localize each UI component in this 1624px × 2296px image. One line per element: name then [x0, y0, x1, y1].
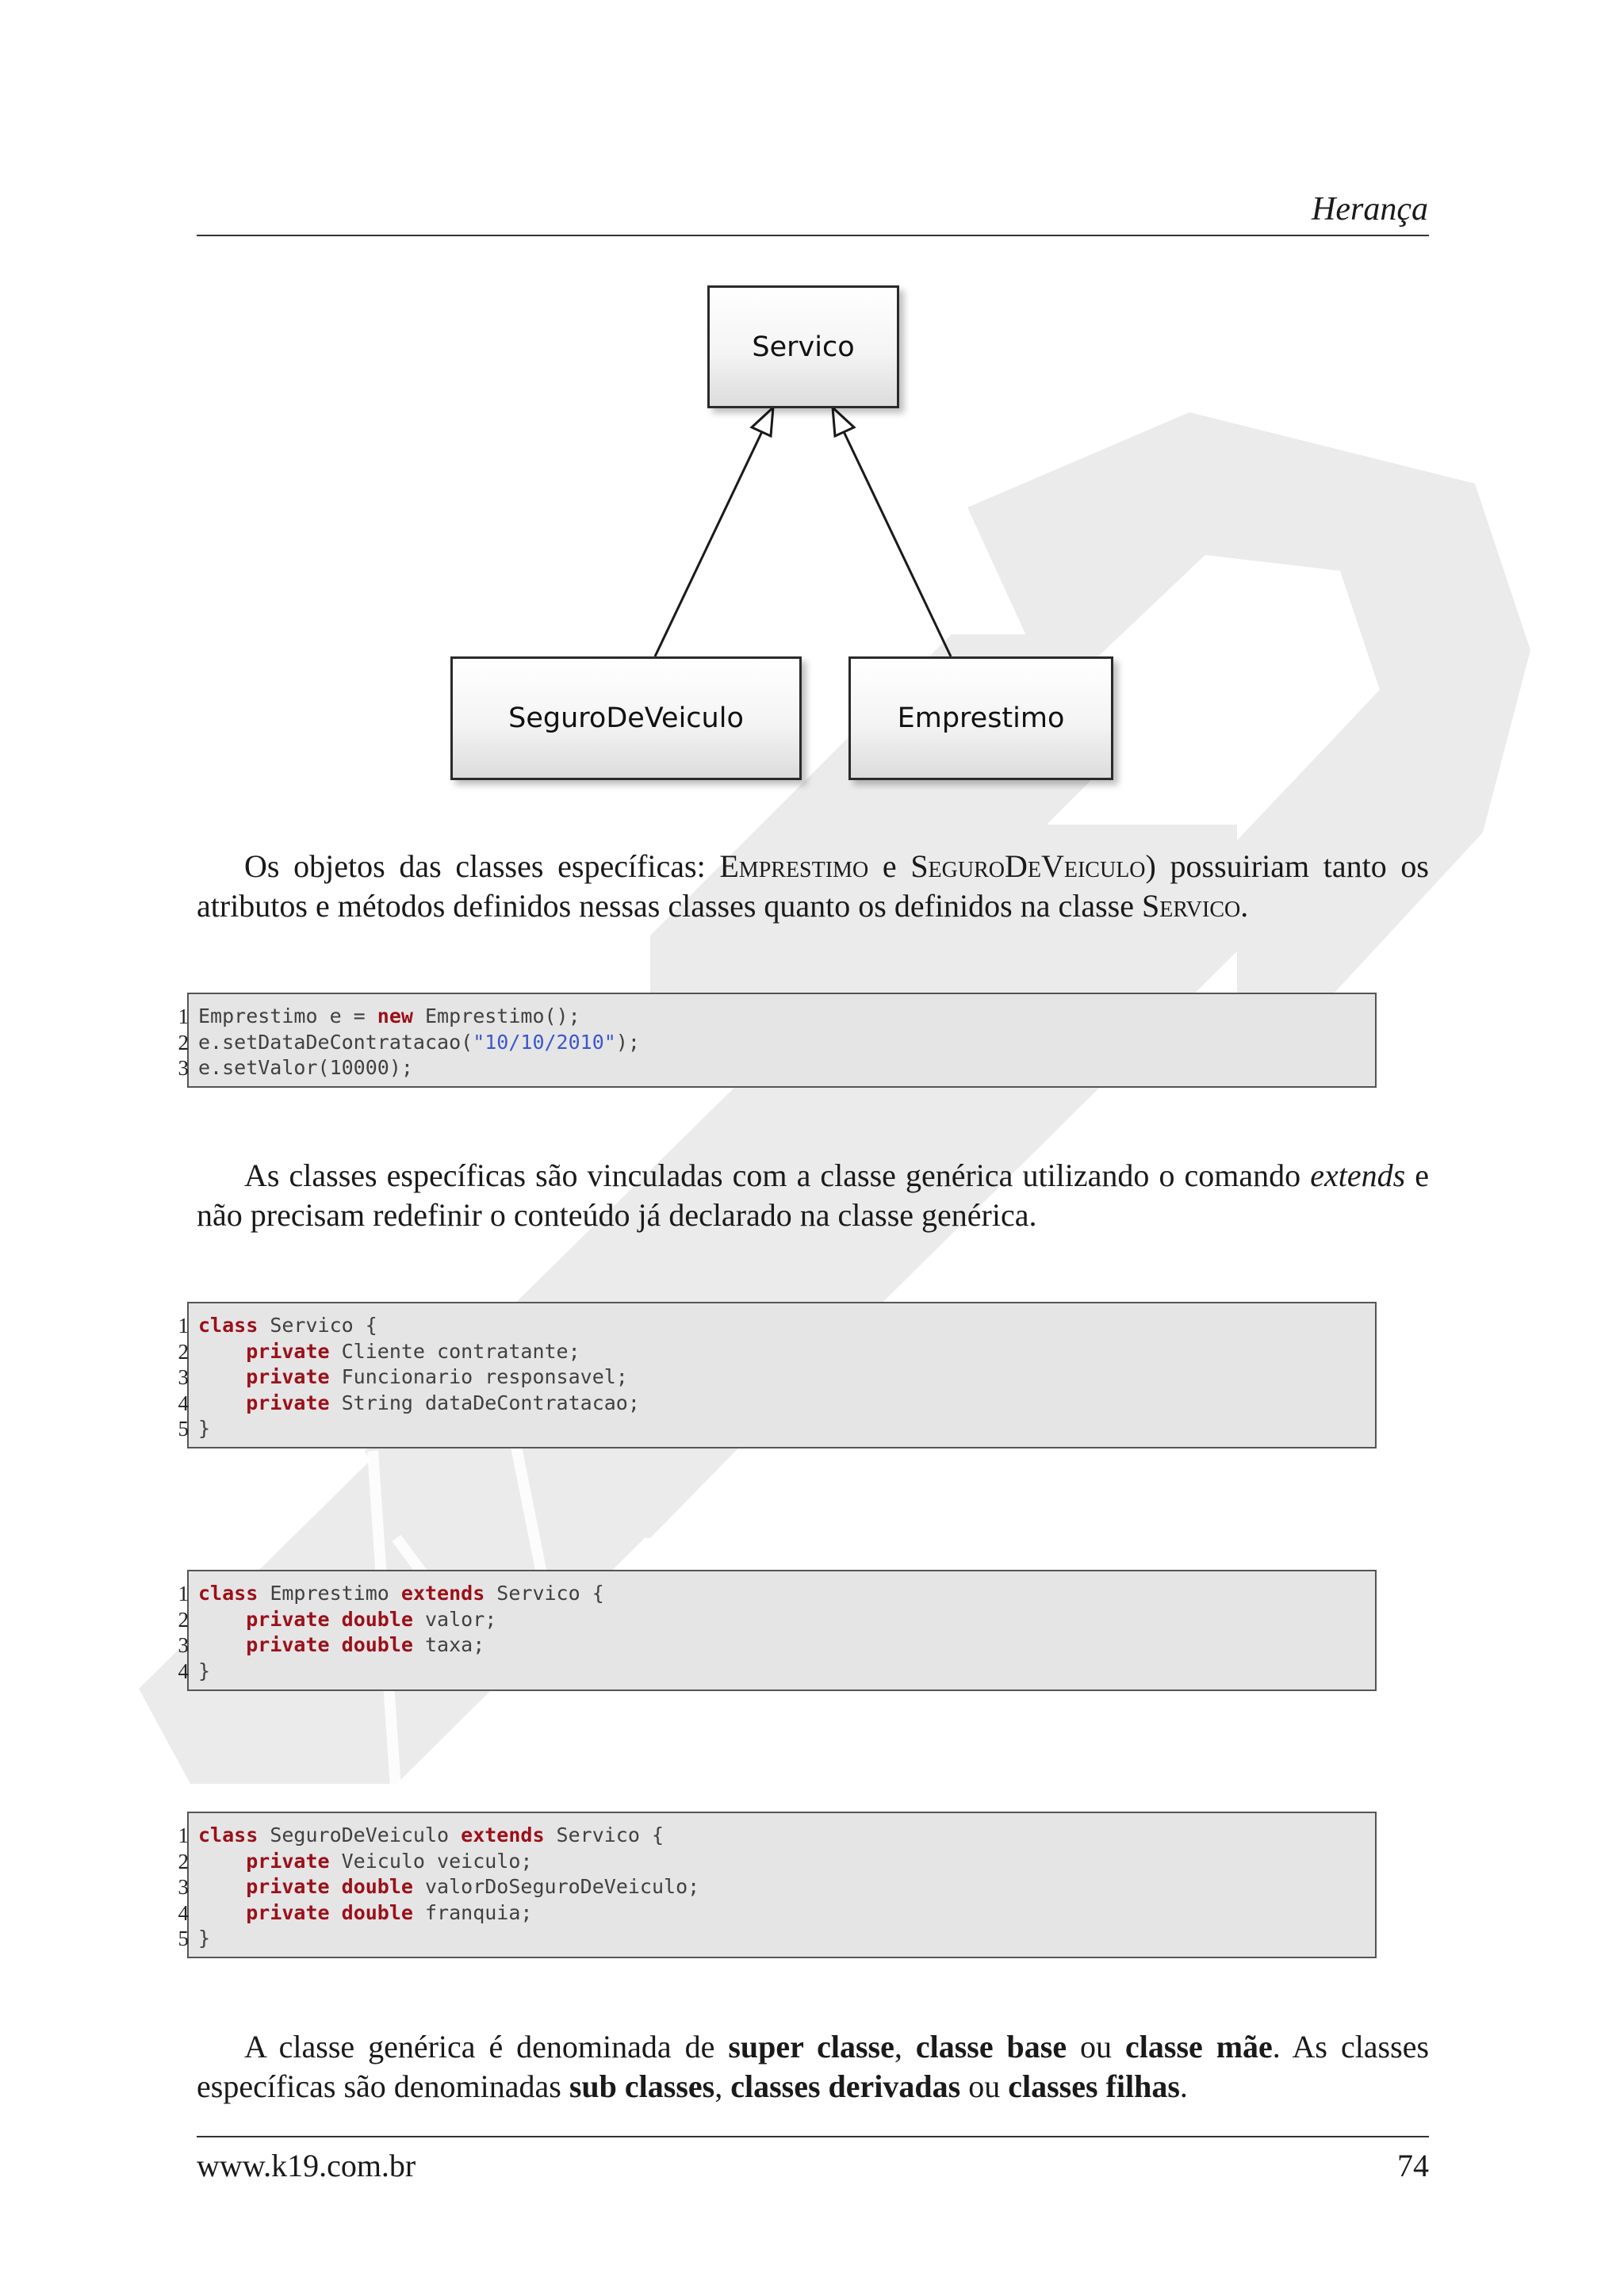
code-text: }	[198, 1659, 211, 1682]
code-line	[178, 1900, 1375, 1927]
code-text: Emprestimo e =	[198, 1004, 377, 1027]
uml-class-segurodeveiculo	[450, 656, 802, 780]
uml-class-name: SeguroDeVeiculo	[508, 702, 744, 734]
line-number: 2	[178, 1607, 189, 1632]
line-number: 3	[178, 1875, 189, 1899]
code-text	[330, 1875, 342, 1898]
code-text: Servico {	[544, 1823, 665, 1846]
code-text: valor;	[412, 1607, 497, 1631]
code-line	[178, 1823, 1375, 1849]
chapter-title: Herança	[1312, 191, 1428, 228]
code-keyword: extends	[461, 1823, 545, 1846]
code-keyword: private	[246, 1849, 330, 1873]
keyword-italic: extends	[1310, 1158, 1406, 1193]
code-keyword: private	[246, 1607, 330, 1631]
code-line	[178, 1416, 1375, 1442]
code-keyword: private	[246, 1391, 330, 1414]
uml-class-emprestimo	[848, 656, 1113, 780]
code-line	[178, 1004, 1375, 1030]
line-number: 1	[178, 1582, 189, 1605]
code-text	[198, 1875, 246, 1898]
uml-class-name: Servico	[752, 331, 855, 363]
code-line	[178, 1313, 1375, 1339]
code-text: Cliente contratante;	[329, 1339, 580, 1363]
page-number: 74	[1397, 2148, 1429, 2183]
code-block-3	[178, 1570, 1377, 1691]
code-line	[178, 1581, 1375, 1607]
code-keyword: double	[341, 1875, 413, 1898]
line-number: 3	[178, 1365, 189, 1389]
code-text	[198, 1365, 246, 1388]
code-text: Veiculo veiculo;	[329, 1849, 533, 1873]
code-text	[198, 1850, 246, 1873]
code-string: "10/10/2010"	[473, 1030, 616, 1054]
code-keyword: private	[246, 1900, 330, 1924]
paragraph-3: A classe genérica é denominada de super classe, classe base ou classe mãe. As classes específicas são denominadas sub classes, classes derivadas ou classes filhas.	[197, 2029, 1430, 2104]
code-text: taxa;	[412, 1633, 485, 1656]
line-number: 2	[178, 1339, 189, 1364]
code-text: valorDoSeguroDeVeiculo;	[412, 1875, 700, 1898]
code-keyword: new	[377, 1004, 413, 1027]
code-keyword: class	[198, 1314, 259, 1337]
code-text: e.setDataDeContratacao(	[198, 1030, 473, 1054]
class-name: Servico	[1142, 888, 1241, 924]
paragraph-1: Os objetos das classes específicas: Emprestimo e SeguroDeVeiculo) possuiriam tanto os atributos e métodos definidos nessas classes quanto os definidos na classe Servico.	[197, 848, 1429, 924]
code-keyword: class	[198, 1582, 259, 1605]
code-line	[178, 1874, 1375, 1900]
footer-url[interactable]: www.k19.com.br	[197, 2148, 416, 2183]
code-text	[198, 1633, 246, 1656]
code-block-2	[178, 1302, 1377, 1448]
code-line	[178, 1632, 1375, 1659]
line-number: 4	[178, 1900, 189, 1925]
code-line	[178, 1849, 1375, 1875]
line-number: 5	[178, 1927, 189, 1950]
line-number: 1	[178, 1823, 189, 1847]
code-line	[178, 1364, 1375, 1391]
class-name: SeguroDeVeiculo	[910, 848, 1146, 884]
code-keyword: extends	[400, 1582, 485, 1605]
paragraph-2: As classes específicas são vinculadas com a classe genérica utilizando o comando extends e não precisam redefinir o conteúdo já declarado na classe genérica.	[197, 1158, 1429, 1233]
code-text: }	[198, 1927, 211, 1950]
code-line	[178, 1055, 1375, 1081]
code-text	[330, 1633, 342, 1656]
line-number: 3	[178, 1633, 189, 1657]
code-text	[330, 1608, 342, 1631]
code-text: SeguroDeVeiculo	[258, 1823, 462, 1846]
code-keyword: double	[341, 1633, 413, 1656]
code-text: Emprestimo	[258, 1582, 401, 1605]
line-number: 2	[178, 1849, 189, 1873]
code-keyword: private	[246, 1365, 330, 1388]
code-keyword: private	[246, 1339, 330, 1363]
line-number: 2	[178, 1030, 189, 1054]
line-number: 4	[178, 1659, 189, 1683]
code-line	[178, 1607, 1375, 1633]
code-line	[178, 1030, 1375, 1056]
uml-class-name: Emprestimo	[897, 702, 1065, 734]
code-text: }	[198, 1417, 211, 1440]
code-keyword: class	[198, 1823, 259, 1846]
line-number: 3	[178, 1056, 189, 1080]
code-text: franquia;	[412, 1900, 533, 1924]
code-text	[198, 1391, 246, 1414]
line-number: 1	[178, 1004, 189, 1028]
code-line	[178, 1659, 1375, 1685]
code-text: Funcionario responsavel;	[329, 1365, 628, 1388]
code-line	[178, 1339, 1375, 1365]
code-keyword: private	[246, 1633, 330, 1656]
footer-rule	[197, 2136, 1429, 2137]
code-text	[330, 1901, 342, 1924]
code-text: );	[615, 1030, 640, 1054]
line-number: 4	[178, 1391, 189, 1415]
line-number: 5	[178, 1417, 189, 1441]
code-text: e.setValor(10000);	[198, 1056, 413, 1079]
code-text: Emprestimo();	[412, 1004, 580, 1027]
code-text	[198, 1901, 246, 1924]
code-keyword: private	[246, 1875, 330, 1898]
code-text	[198, 1340, 246, 1363]
code-line	[178, 1391, 1375, 1417]
code-text: Servico {	[258, 1314, 377, 1337]
code-line	[178, 1926, 1375, 1952]
code-text	[198, 1608, 246, 1631]
class-name: Emprestimo	[719, 848, 869, 884]
code-keyword: double	[341, 1607, 413, 1631]
code-block-1	[178, 993, 1377, 1088]
code-text: Servico {	[485, 1582, 604, 1605]
line-number: 1	[178, 1314, 189, 1337]
code-text: String dataDeContratacao;	[329, 1391, 640, 1414]
code-block-4	[178, 1812, 1377, 1958]
uml-class-servico	[707, 285, 899, 408]
code-keyword: double	[341, 1900, 413, 1924]
